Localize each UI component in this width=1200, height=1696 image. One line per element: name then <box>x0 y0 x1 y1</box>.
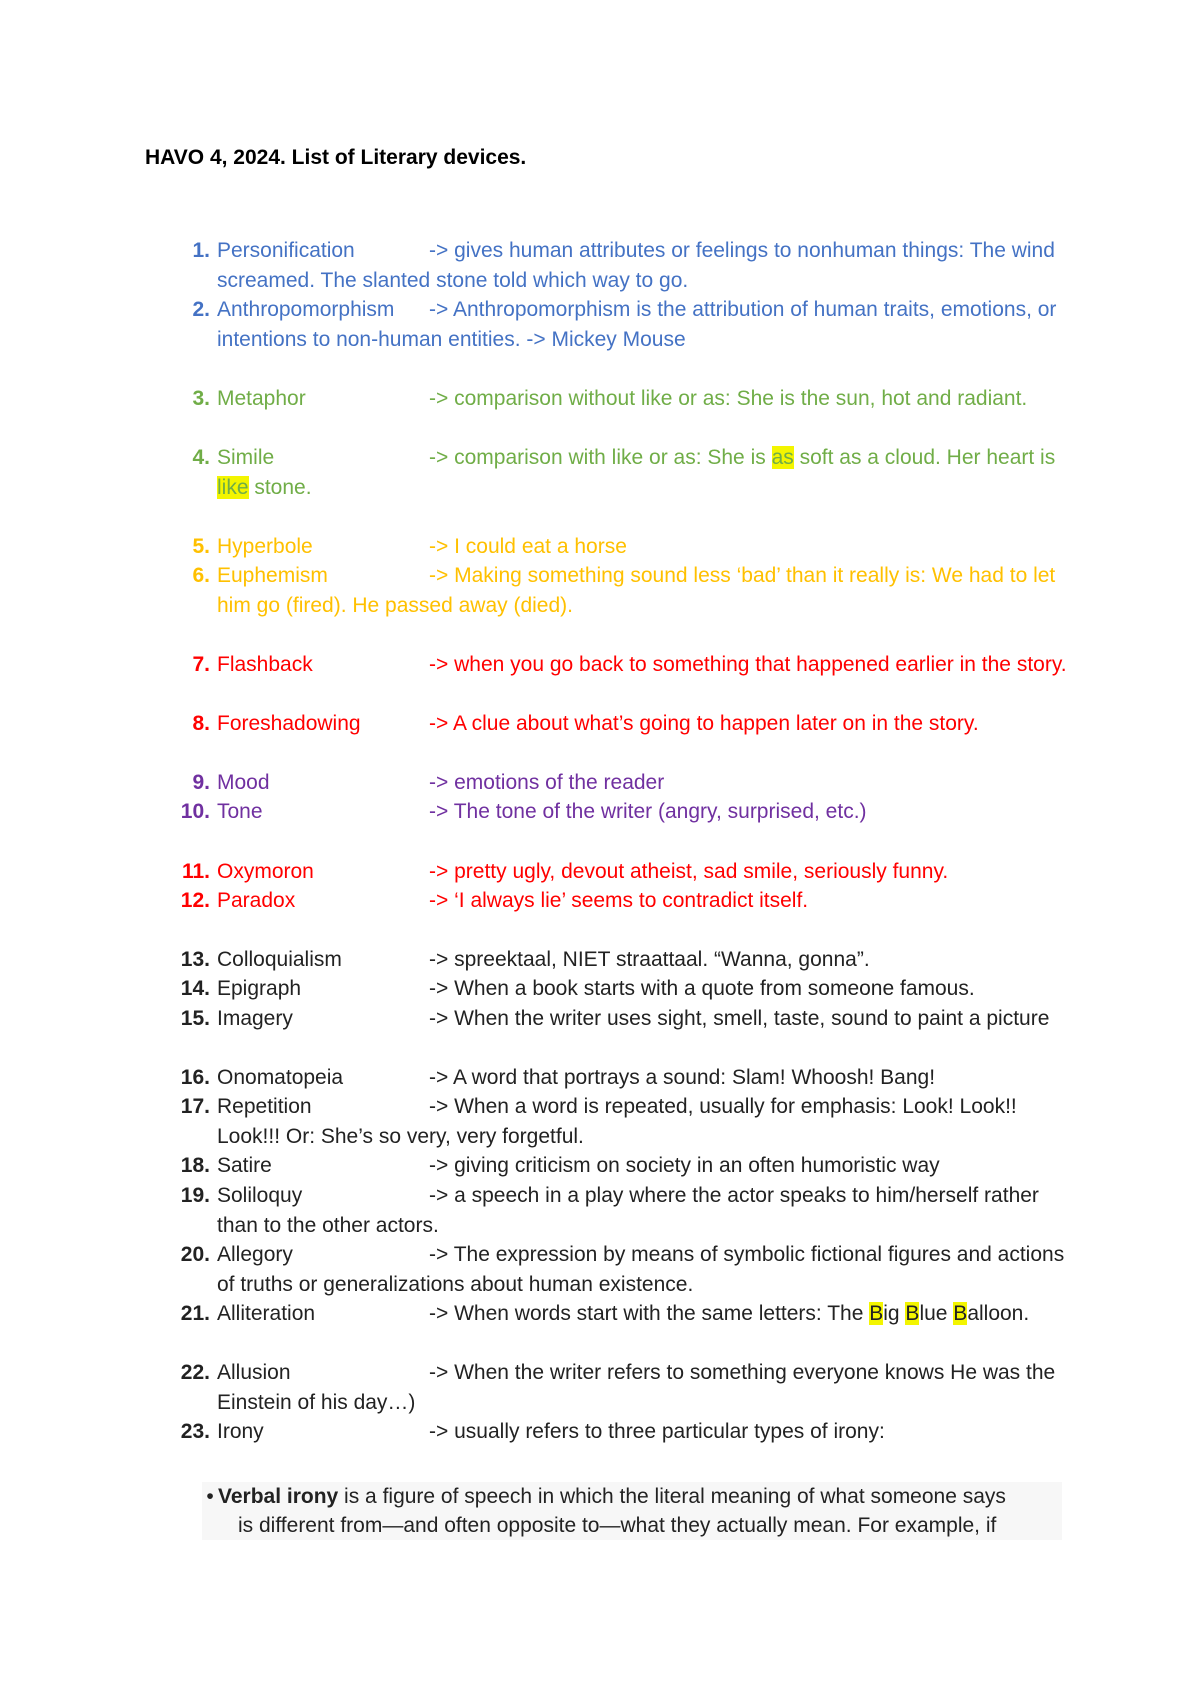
item-definition: Anthropomorphism is the attribution of human traits, emotions, or intentions to non-human entities. -> Mickey Mouse <box>217 298 1057 351</box>
item-term: Allusion <box>217 1361 291 1384</box>
item-definition: comparison without like or as: She is the sun, hot and radiant. <box>454 387 1028 410</box>
item-definition: When a book starts with a quote from someone famous. <box>454 977 975 1000</box>
list-item-oxymoron <box>181 857 1069 887</box>
item-term: Simile <box>217 446 275 469</box>
item-arrow: -> <box>429 860 449 883</box>
item-arrow: -> <box>429 977 449 1000</box>
item-arrow: -> <box>429 1420 449 1443</box>
item-number: 22. <box>180 1361 210 1384</box>
item-definition: Making something sound less ‘bad’ than it really is: We had to let him go (fired). He passed away (died). <box>217 564 1056 617</box>
item-arrow: -> <box>429 1361 449 1384</box>
item-definition: When the writer refers to something everyone knows He was the Einstein of his day…) <box>217 1361 1056 1414</box>
list-item-euphemism <box>192 561 1069 620</box>
item-arrow: -> <box>429 800 449 823</box>
item-term: Repetition <box>217 1095 312 1118</box>
highlight-like: like <box>217 475 249 499</box>
item-term: Irony <box>217 1420 264 1443</box>
list-item-epigraph <box>180 974 1069 1004</box>
item-definition: The tone of the writer (angry, surprised, etc.) <box>453 800 867 823</box>
item-definition: gives human attributes or feelings to nonhuman things: The wind screamed. The slanted stone told which way to go. <box>217 239 1055 292</box>
item-number: 7. <box>192 653 210 676</box>
item-arrow: -> <box>429 712 449 735</box>
item-number: 17. <box>180 1095 210 1118</box>
verbal-irony-paragraph <box>202 1482 1062 1540</box>
item-term: Metaphor <box>217 387 306 410</box>
item-definition-part: alloon. <box>967 1302 1030 1325</box>
item-number: 10. <box>180 800 210 823</box>
list-item-simile <box>192 443 1069 502</box>
list-item-flashback <box>192 650 1069 680</box>
bullet-term: Verbal irony <box>218 1485 339 1508</box>
item-number: 18. <box>180 1154 210 1177</box>
item-term: Paradox <box>217 889 296 912</box>
item-term: Alliteration <box>217 1302 316 1325</box>
item-arrow: -> <box>429 1066 449 1089</box>
item-definition: usually refers to three particular types of irony: <box>454 1420 885 1443</box>
item-definition: emotions of the reader <box>454 771 665 794</box>
item-number: 11. <box>181 860 210 883</box>
bullet-icon: • <box>206 1485 214 1508</box>
item-arrow: -> <box>429 948 449 971</box>
list-item-soliloquy <box>180 1181 1069 1240</box>
item-arrow: -> <box>429 239 449 262</box>
item-number: 4. <box>192 446 210 469</box>
item-definition-part: When words start with the same letters: The <box>454 1302 870 1325</box>
item-definition-part: ig <box>883 1302 906 1325</box>
item-definition-part: comparison with like or as: She is <box>454 446 772 469</box>
item-definition-part: stone. <box>248 475 312 499</box>
bullet-text: is a figure of speech in which the literal meaning of what someone says <box>338 1485 1006 1508</box>
item-arrow: -> <box>429 1184 449 1207</box>
list-item-tone <box>180 797 1069 827</box>
item-number: 3. <box>192 387 210 410</box>
item-number: 5. <box>192 535 210 558</box>
bullet-line: is different from—and often opposite to—what they actually mean. For example, if <box>238 1514 997 1537</box>
item-arrow: -> <box>429 1007 449 1030</box>
item-term: Hyperbole <box>217 535 313 558</box>
item-arrow: -> <box>429 1243 449 1266</box>
list-item-foreshadowing <box>192 709 1069 739</box>
item-term: Anthropomorphism <box>217 298 395 321</box>
item-definition-part: soft as a cloud. Her heart is <box>793 446 1056 469</box>
item-number: 13. <box>180 948 210 971</box>
item-number: 15. <box>180 1007 210 1030</box>
item-arrow: -> <box>429 653 449 676</box>
item-definition: The expression by means of symbolic fictional figures and actions of truths or generalizations about human existence. <box>217 1243 1065 1296</box>
item-arrow: -> <box>429 1302 449 1325</box>
item-arrow: -> <box>429 298 449 321</box>
item-number: 8. <box>192 712 210 735</box>
item-definition: When a word is repeated, usually for emphasis: Look! Look!! Look!!! Or: She’s so very, very forgetful. <box>217 1095 1017 1148</box>
list-item-irony <box>180 1417 1069 1447</box>
item-number: 19. <box>180 1184 210 1207</box>
item-term: Oxymoron <box>217 860 314 883</box>
item-definition: ‘I always lie’ seems to contradict itself. <box>454 889 809 912</box>
highlight-b: B <box>905 1302 920 1325</box>
item-arrow: -> <box>429 535 449 558</box>
item-number: 21. <box>180 1302 210 1325</box>
item-number: 23. <box>180 1420 210 1443</box>
list-item-satire <box>180 1151 1069 1181</box>
item-term: Tone <box>217 800 263 823</box>
item-term: Imagery <box>217 1007 293 1030</box>
item-number: 2. <box>192 298 210 321</box>
item-definition: spreektaal, NIET straattaal. “Wanna, gonna”. <box>454 948 870 971</box>
item-arrow: -> <box>429 387 449 410</box>
item-definition: A clue about what’s going to happen later on in the story. <box>452 712 979 735</box>
item-term: Foreshadowing <box>217 712 361 735</box>
list-item-mood <box>192 768 1069 798</box>
item-term: Euphemism <box>217 564 328 587</box>
list-item-imagery <box>180 1004 1069 1034</box>
list-item-repetition <box>180 1092 1069 1151</box>
item-definition-part: lue <box>919 1302 954 1325</box>
list-item-hyperbole <box>192 532 1069 562</box>
item-arrow: -> <box>429 564 449 587</box>
document-title: HAVO 4, 2024. List of Literary devices. <box>145 146 527 169</box>
item-definition: when you go back to something that happened earlier in the story. <box>454 653 1067 676</box>
item-arrow: -> <box>429 889 449 912</box>
item-number: 9. <box>192 771 210 794</box>
item-number: 14. <box>180 977 210 1000</box>
highlight-b: B <box>869 1302 884 1325</box>
item-definition: When the writer uses sight, smell, taste, sound to paint a picture <box>454 1007 1050 1030</box>
item-term: Colloquialism <box>217 948 342 971</box>
list-item-anthropomorphism <box>192 295 1069 354</box>
item-arrow: -> <box>429 1154 449 1177</box>
item-definition: giving criticism on society in an often humoristic way <box>454 1154 940 1177</box>
item-term: Epigraph <box>217 977 302 1000</box>
item-number: 12. <box>180 889 210 912</box>
item-number: 20. <box>180 1243 210 1266</box>
item-term: Satire <box>217 1154 272 1177</box>
list-item-personification <box>192 236 1069 295</box>
bullet-line <box>202 1482 1062 1511</box>
item-number: 1. <box>192 239 210 262</box>
list-item-allusion <box>180 1358 1069 1417</box>
item-number: 16. <box>180 1066 210 1089</box>
item-definition: pretty ugly, devout atheist, sad smile, seriously funny. <box>454 860 949 883</box>
item-arrow: -> <box>429 1095 449 1118</box>
list-item-allegory <box>180 1240 1069 1299</box>
list-item-onomatopeia <box>180 1063 1069 1093</box>
list-item-metaphor <box>192 384 1069 414</box>
item-definition: I could eat a horse <box>454 535 627 558</box>
item-term: Flashback <box>217 653 313 676</box>
item-definition: A word that portrays a sound: Slam! Whoosh! Bang! <box>452 1066 936 1089</box>
list-item-colloquialism <box>180 945 1069 975</box>
item-arrow: -> <box>429 771 449 794</box>
list-item-paradox <box>180 886 1069 916</box>
item-term: Soliloquy <box>217 1184 303 1207</box>
item-definition: a speech in a play where the actor speaks to him/herself rather than to the other actors. <box>217 1184 1039 1237</box>
item-term: Onomatopeia <box>217 1066 344 1089</box>
item-term: Personification <box>217 239 355 262</box>
item-number: 6. <box>192 564 210 587</box>
item-arrow: -> <box>429 446 449 469</box>
highlight-as: as <box>771 446 794 469</box>
highlight-b: B <box>953 1302 968 1325</box>
item-term: Mood <box>217 771 270 794</box>
item-term: Allegory <box>217 1243 293 1266</box>
list-item-alliteration <box>180 1299 1069 1329</box>
